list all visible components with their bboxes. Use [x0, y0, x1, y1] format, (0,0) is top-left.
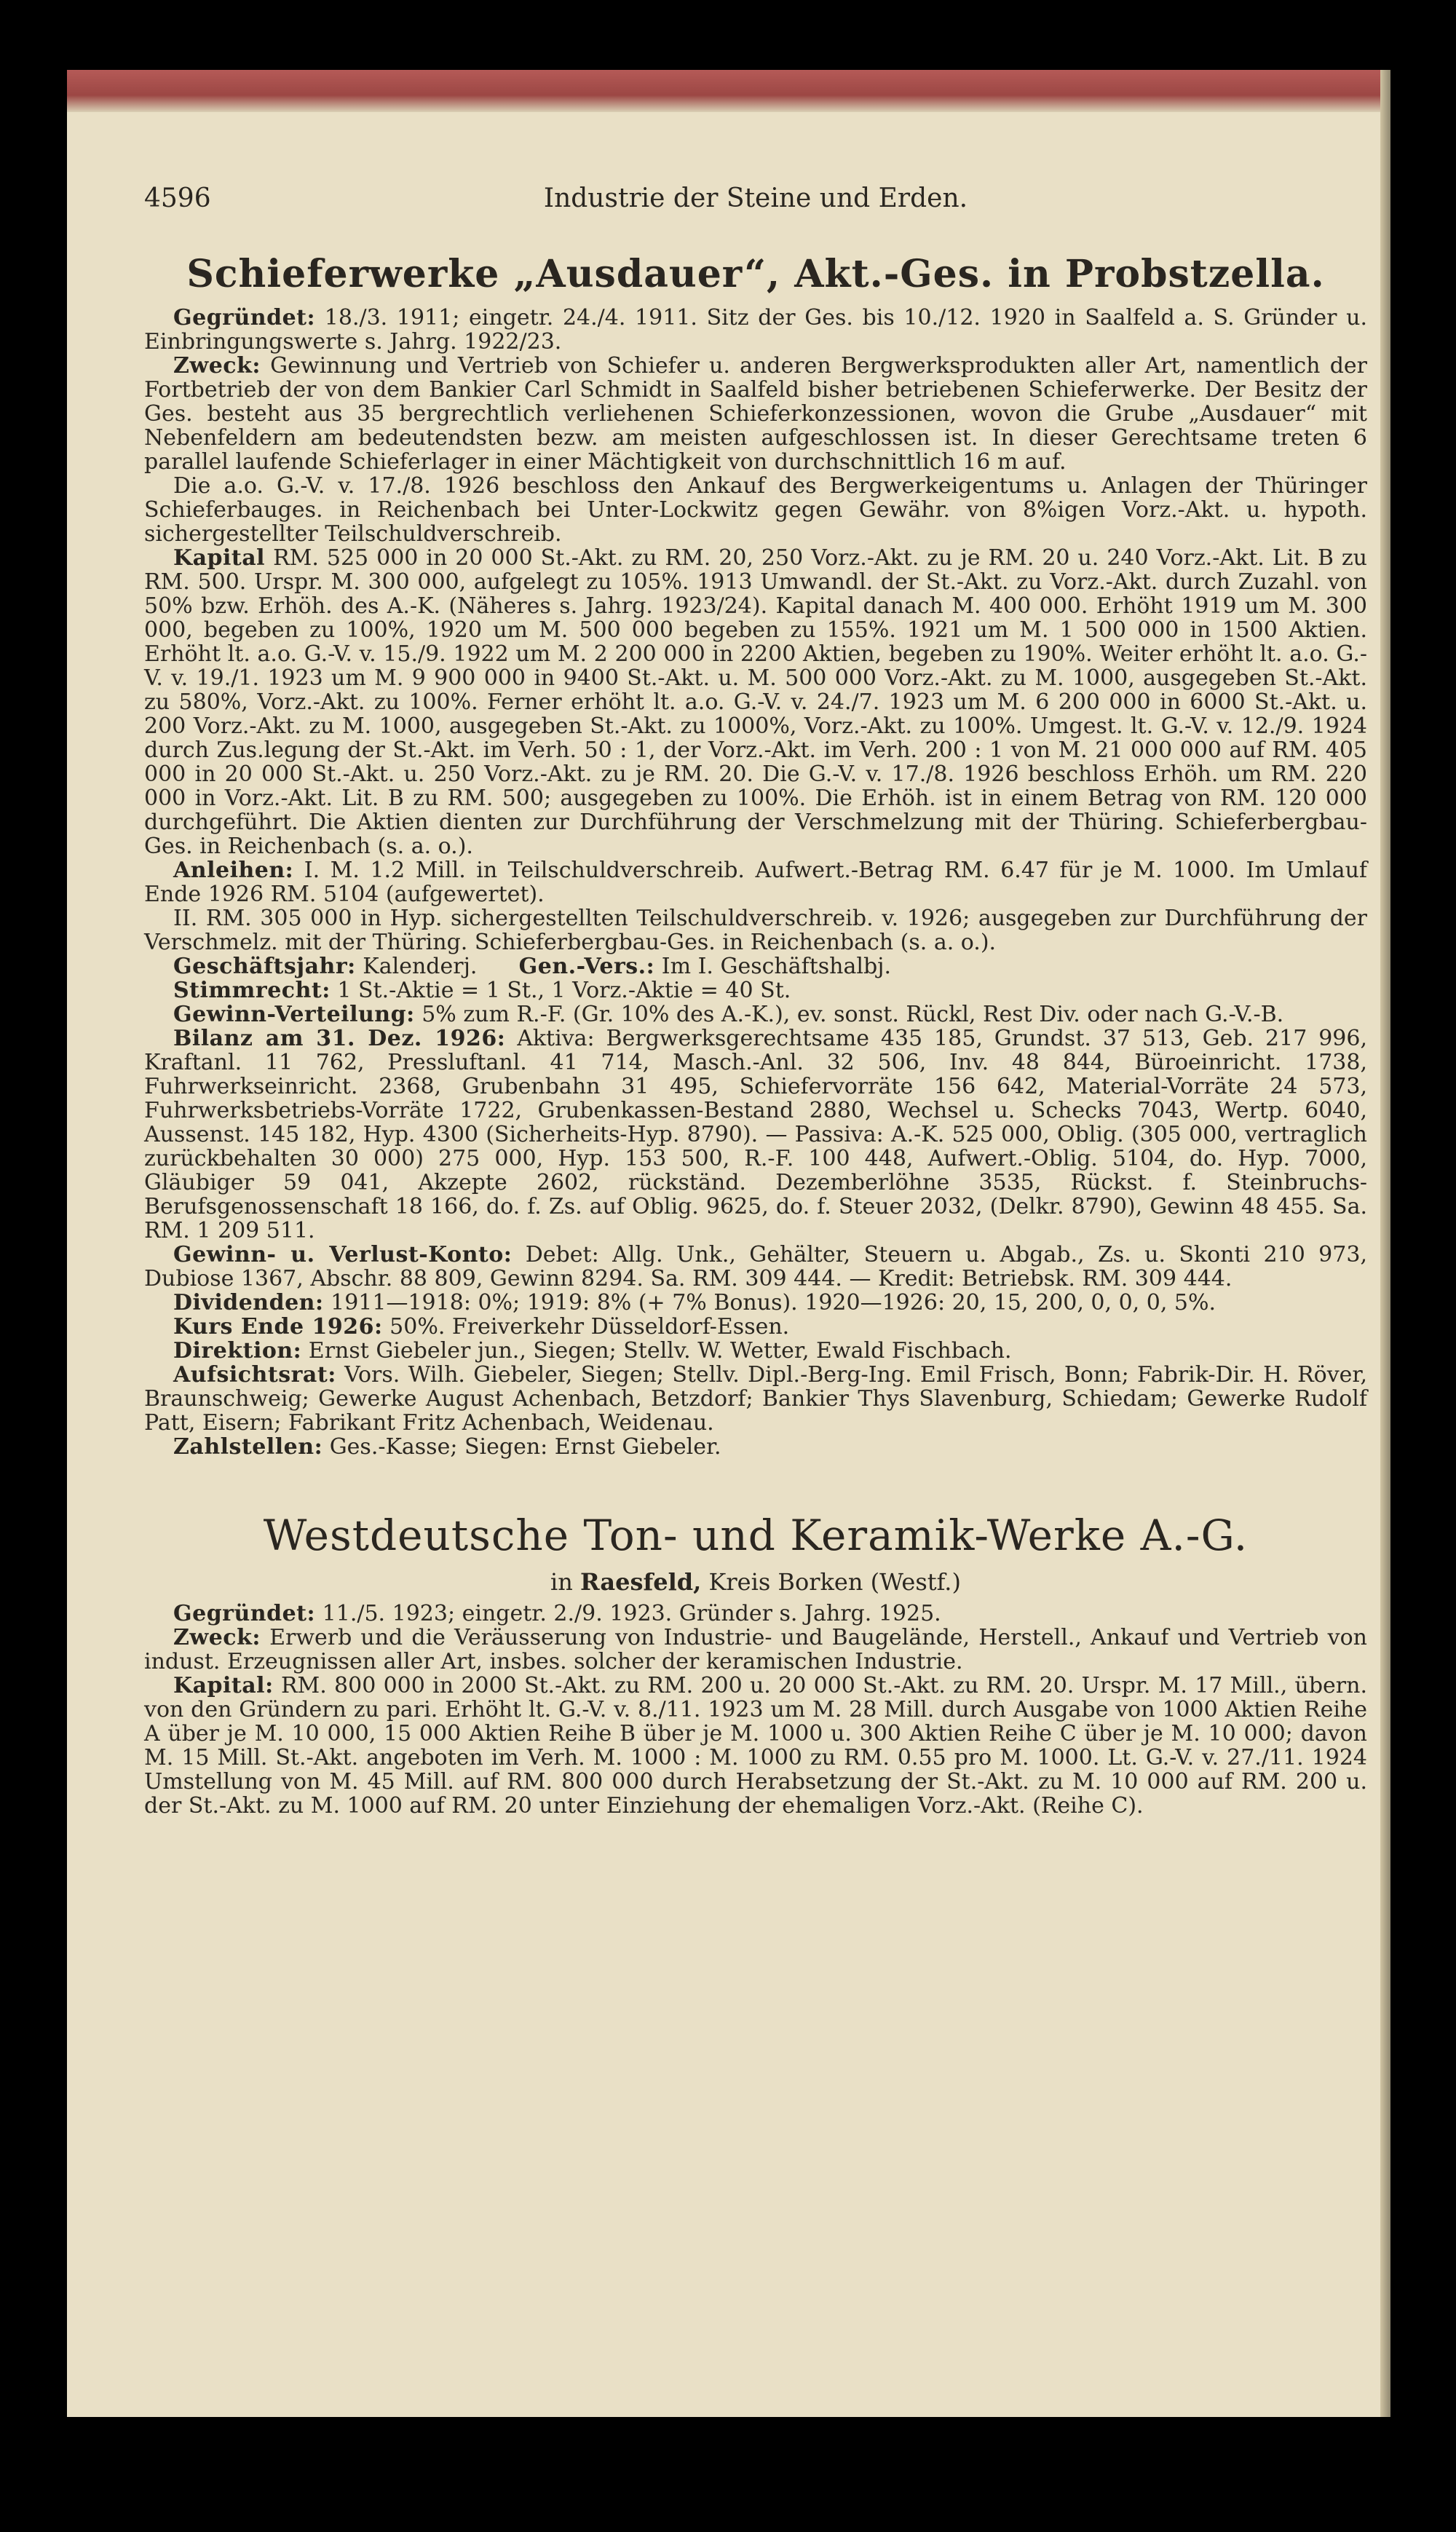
document-page	[67, 70, 1390, 2417]
company2-title: Westdeutsche Ton- und Keramik-Werke A.-G.	[263, 1511, 1249, 1560]
company2-location: in Raesfeld, Kreis Borken (Westf.)	[550, 1568, 961, 1596]
company1-management: Direktion: Ernst Giebeler jun., Siegen; Stellv. W. Wetter, Ewald Fischbach.	[173, 1338, 1012, 1364]
company2-founded: Gegründet: 11./5. 1923; eingetr. 2./9. 1923. Gründer s. Jahrg. 1925.	[173, 1601, 941, 1626]
company1-purpose-2: Die a.o. G.-V. v. 17./8. 1926 beschloss den Ankauf des Bergwerkeigentums u. Anlagen der Thüringer Schieferbauges. in Reichenbach bei Unter-Lockwitz gegen Gewähr. von 8%igen Vorz.-Akt. u. hypoth. sichergestellter Teilschuldverschreib.	[144, 473, 1367, 547]
company1-bonds: Anleihen: I. M. 1.2 Mill. in Teilschuldverschreib. Aufwert.-Betrag RM. 6.47 für je M. 1000. Im Umlauf Ende 1926 RM. 5104 (aufgewertet).	[144, 858, 1367, 907]
binding-band	[67, 70, 1390, 112]
company1-capital: Kapital RM. 525 000 in 20 000 St.-Akt. zu RM. 20, 250 Vorz.-Akt. zu je RM. 20 u. 240 Vorz.-Akt. Lit. B zu RM. 500. Urspr. M. 300 000, aufgelegt zu 105%. 1913 Umwandl. der St.-Akt. zu Vorz.-Akt. durch Zuzahl. von 50% bzw. Erhöh. des A.-K. (Näheres s. Jahrg. 1923/24). Kapital danach M. 400 000. Erhöht 1919 um M. 300 000, begeben zu 100%, 1920 um M. 500 000 begeben zu 155%. 1921 um M. 1 500 000 in 1500 Aktien. Erhöht lt. a.o. G.-V. v. 15./9. 1922 um M. 2 200 000 in 2200 Aktien, begeben zu 190%. Weiter erhöht lt. a.o. G.-V. v. 19./1. 1923 um M. 9 900 000 in 9400 St.-Akt. u. M. 500 000 Vorz.-Akt. zu M. 1000, ausgegeben St.-Akt. zu 580%, Vorz.-Akt. zu 100%. Ferner erhöht lt. a.o. G.-V. v. 24./7. 1923 um M. 6 200 000 in 6000 St.-Akt. u. 200 Vorz.-Akt. zu M. 1000, ausgegeben St.-Akt. zu 1000%, Vorz.-Akt. zu 100%. Umgest. lt. G.-V. v. 12./9. 1924 durch Zus.legung der St.-Akt. im Verh. 50 : 1, der Vorz.-Akt. im Verh. 200 : 1 von M. 21 000 000 auf RM. 405 000 in 20 000 St.-Akt. u. 250 Vorz.-Akt. zu je RM. 20. Die G.-V. v. 17./8. 1926 beschloss Erhöh. um RM. 220 000 in Vorz.-Akt. Lit. B zu RM. 500; ausgegeben zu 100%. Die Erhöh. ist in einem Betrag von RM. 120 000 durchgeführt. Die Aktien dienten zur Durchführung der Verschmelzung mit der Thüring. Schieferbergbau-Ges. in Reichenbach (s. a. o.).	[144, 545, 1367, 859]
company1-board: Aufsichtsrat: Vors. Wilh. Giebeler, Siegen; Stellv. Dipl.-Berg-Ing. Emil Frisch, Bonn; Fabrik-Dir. H. Röver, Braunschweig; Gewerke August Achenbach, Betzdorf; Bankier Thys Slavenburg, Schiedam; Gewerke Rudolf Patt, Eisern; Fabrikant Fritz Achenbach, Weidenau.	[144, 1362, 1367, 1436]
section-gap	[144, 1459, 1367, 1510]
page-content	[144, 183, 1367, 1819]
company1-dividends: Dividenden: 1911—1918: 0%; 1919: 8% (+ 7% Bonus). 1920—1926: 20, 15, 200, 0, 0, 0, 5%.	[173, 1290, 1216, 1316]
company1-founded: Gegründet: 18./3. 1911; eingetr. 24./4. 1911. Sitz der Ges. bis 10./12. 1920 in Saalfeld a. S. Gründer u. Einbringungswerte s. Jahrg. 1922/23.	[144, 305, 1367, 355]
company1-fiscal-year: Geschäftsjahr: Kalenderj. Gen.-Vers.: Im I. Geschäftshalbj.	[173, 954, 892, 979]
running-header	[144, 183, 1367, 230]
company2-capital: Kapital: RM. 800 000 in 2000 St.-Akt. zu RM. 200 u. 20 000 St.-Akt. zu RM. 20. Urspr. M. 17 Mill., übern. von den Gründern zu pari. Erhöht lt. G.-V. v. 8./11. 1923 um M. 28 Mill. durch Ausgabe von 1000 Aktien Reihe A über je M. 10 000, 15 000 Aktien Reihe B über je M. 1000 u. 300 Aktien Reihe C über je M. 10 000; davon M. 15 Mill. St.-Akt. angeboten im Verh. M. 1000 : M. 1000 zu RM. 0.55 pro M. 1000. Lt. G.-V. v. 27./11. 1924 Umstellung von M. 45 Mill. auf RM. 800 000 durch Herabsetzung der St.-Akt. zu M. 10 000 auf RM. 200 u. der St.-Akt. zu M. 1000 auf RM. 20 unter Einziehung der ehemaligen Vorz.-Akt. (Reihe C).	[144, 1673, 1367, 1819]
company2-purpose: Zweck: Erwerb und die Veräusserung von Industrie- und Baugelände, Herstell., Ankauf und Vertrieb von indust. Erzeugnissen aller Art, insbes. solcher der keramischen Industrie.	[144, 1625, 1367, 1674]
company1-balance: Bilanz am 31. Dez. 1926: Aktiva: Bergwerksgerechtsame 435 185, Grundst. 37 513, Geb. 217 996, Kraftanl. 11 762, Pressluftanl. 41 714, Masch.-Anl. 32 506, Inv. 48 844, Büroeinricht. 1738, Fuhrwerkseinricht. 2368, Grubenbahn 31 495, Schiefervorräte 156 642, Material-Vorräte 24 573, Fuhrwerksbetriebs-Vorräte 1722, Grubenkassen-Bestand 2880, Wechsel u. Schecks 7043, Wertp. 6040, Aussenst. 145 182, Hyp. 4300 (Sicherheits-Hyp. 8790). — Passiva: A.-K. 525 000, Oblig. (305 000, vertraglich zurückbehalten 30 000) 275 000, Hyp. 153 500, R.-F. 100 448, Aufwert.-Oblig. 5104, do. Hyp. 7000, Gläubiger 59 041, Akzepte 2602, rückständ. Dezemberlöhne 3535, Rückst. f. Steinbruchs-Berufsgenossenschaft 18 166, do. f. Zs. auf Oblig. 9625, do. f. Steuer 2032, (Delkr. 8790), Gewinn 48 455. Sa. RM. 1 209 511.	[144, 1026, 1367, 1243]
company1-pnl: Gewinn- u. Verlust-Konto: Debet: Allg. Unk., Gehälter, Steuern u. Abgab., Zs. u. Skonti 210 973, Dubiose 1367, Abschr. 88 809, Gewinn 8294. Sa. RM. 309 444. — Kredit: Betriebsk. RM. 309 444.	[144, 1242, 1367, 1291]
company1-profit-distribution: Gewinn-Verteilung: 5% zum R.-F. (Gr. 10% des A.-K.), ev. sonst. Rückl, Rest Div. oder nach G.-V.-B.	[173, 1002, 1284, 1027]
company1-paying-agents: Zahlstellen: Ges.-Kasse; Siegen: Ernst Giebeler.	[173, 1434, 721, 1460]
company1-title: Schieferwerke „Ausdauer“, Akt.-Ges. in Probstzella.	[186, 252, 1325, 296]
company1-bonds-2: II. RM. 305 000 in Hyp. sichergestellten Teilschuldverschreib. v. 1926; ausgegeben zur Durchführung der Verschmelz. mit der Thüring. Schieferbergbau-Ges. in Reichenbach (s. a. o.).	[144, 906, 1367, 955]
company1-price: Kurs Ende 1926: 50%. Freiverkehr Düsseldorf-Essen.	[173, 1314, 790, 1340]
running-title: Industrie der Steine und Erden.	[543, 183, 968, 213]
page-number: 4596	[144, 183, 211, 213]
page-edge	[1380, 70, 1390, 2417]
company1-purpose: Zweck: Gewinnung und Vertrieb von Schiefer u. anderen Bergwerksprodukten aller Art, namentlich der Fortbetrieb der von dem Bankier Carl Schmidt in Saalfeld bisher betriebenen Schieferwerke. Der Besitz der Ges. besteht aus 35 bergrechtlich verliehenen Schieferkonzessionen, wovon die Grube „Ausdauer“ mit Nebenfeldern am bedeutendsten bezw. am meisten aufgeschlossen ist. In dieser Gerechtsame treten 6 parallel laufende Schieferlager in einer Mächtigkeit von durchschnittlich 16 m auf.	[144, 353, 1367, 475]
company1-voting: Stimmrecht: 1 St.-Aktie = 1 St., 1 Vorz.-Aktie = 40 St.	[173, 978, 791, 1003]
